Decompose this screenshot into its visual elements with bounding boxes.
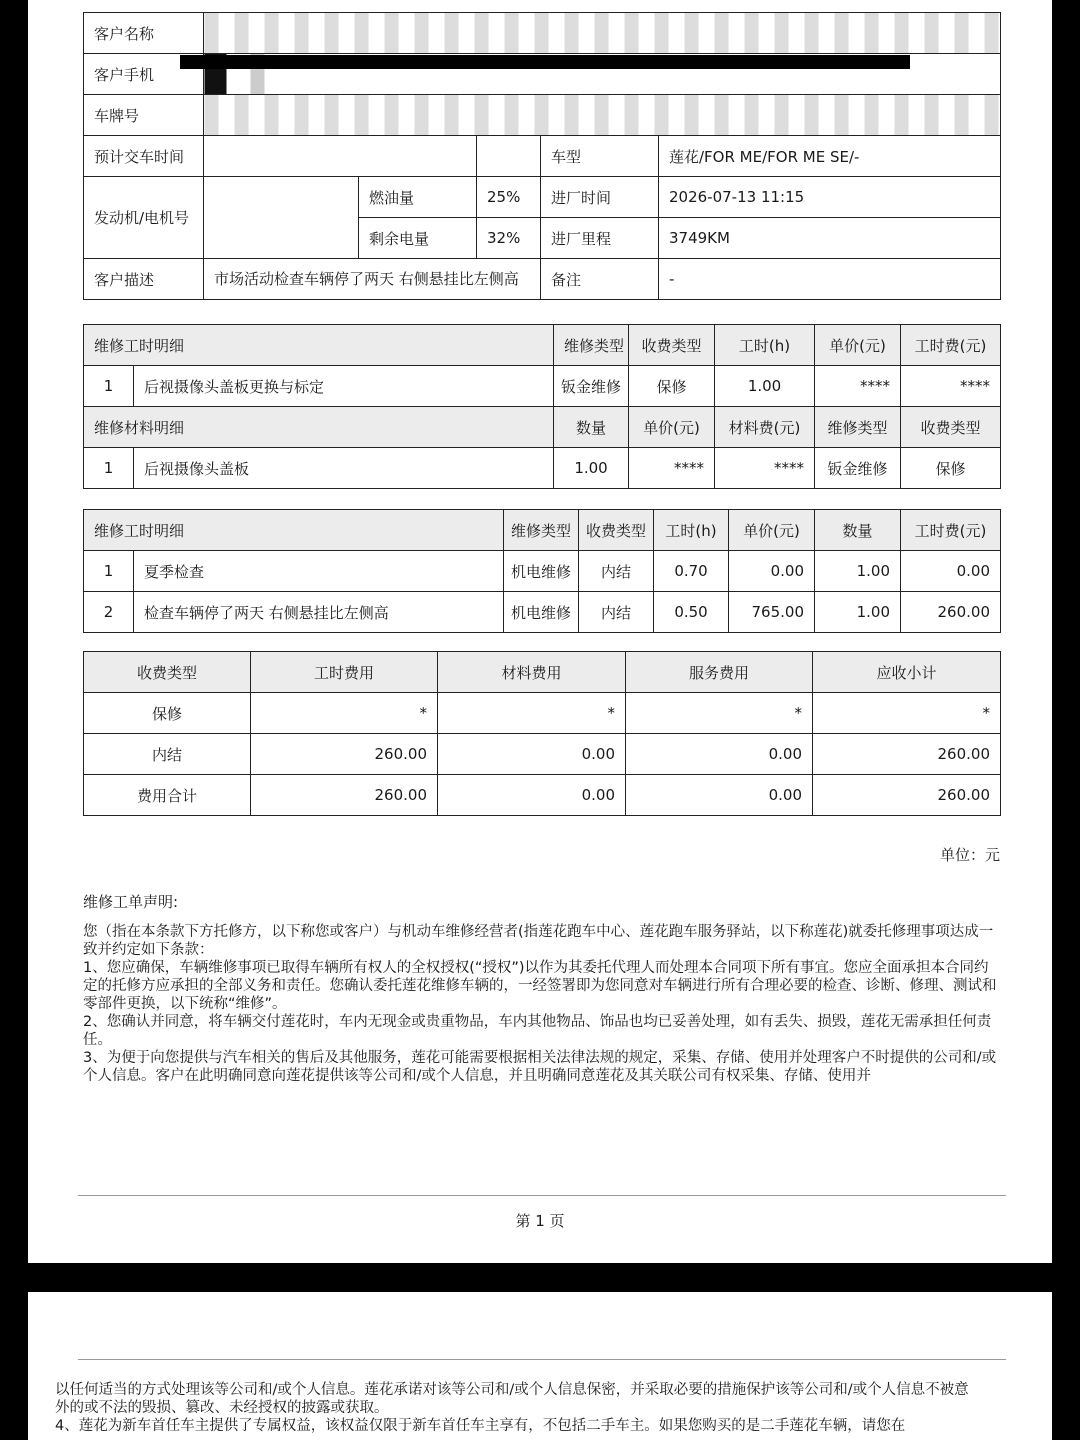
engine-value (204, 177, 359, 259)
table-cell: 保修 (84, 693, 251, 734)
desc-label: 客户描述 (84, 259, 204, 300)
table-cell: 1.00 (554, 448, 629, 489)
table-cell: 后视摄像头盖板更换与标定 (134, 366, 554, 407)
summary-header-material: 材料费用 (438, 652, 626, 693)
table-cell: 内结 (579, 551, 654, 592)
declaration-paragraph: 1、您应确保，车辆维修事项已取得车辆所有权人的全权授权(“授权”)以作为其委托代理人而处理本合同项下所有事宜。您应全面承担本合同约定的托修方应承担的全部义务和责任。您确认委托莲花维修车辆的，一经签署即为您同意对车辆进行所有合理必要的检查、诊断、修理、测试和零部件更换，以下统称“维修”。 (83, 960, 997, 1012)
unit-note: 单位：元 (939, 846, 1000, 864)
summary-header-labor: 工时费用 (251, 652, 438, 693)
table-cell: 钣金维修 (815, 448, 901, 489)
table-cell: 260.00 (901, 592, 1001, 633)
table-cell: 检查车辆停了两天 右侧悬挂比左侧高 (134, 592, 504, 633)
page-number: 第 1 页 (515, 1212, 565, 1230)
battery-value: 32% (477, 218, 541, 259)
table-row (84, 775, 1001, 816)
table-cell: 保修 (901, 448, 1001, 489)
table-cell: 1.00 (815, 551, 901, 592)
table-cell: 0.00 (729, 551, 815, 592)
material-header-charge-type: 收费类型 (901, 407, 1001, 448)
footer-divider (78, 1195, 1006, 1196)
labor-header-repair-type: 维修类型 (554, 325, 629, 366)
material-header-qty: 数量 (554, 407, 629, 448)
table-cell: 260.00 (251, 775, 438, 816)
labor-table-2 (83, 509, 1001, 633)
page2-body (55, 1381, 970, 1435)
labor-material-table (83, 324, 1001, 489)
material-header-repair-type: 维修类型 (815, 407, 901, 448)
table-cell: **** (815, 366, 901, 407)
labor2-header-fee: 工时费(元) (901, 510, 1001, 551)
table-cell: 0.70 (654, 551, 729, 592)
desc-value: 市场活动检查车辆停了两天 右侧悬挂比左侧高 (204, 259, 541, 300)
labor2-header-charge-type: 收费类型 (579, 510, 654, 551)
battery-label: 剩余电量 (359, 218, 477, 259)
table-cell: 765.00 (729, 592, 815, 633)
table-cell: 内结 (579, 592, 654, 633)
entry-time-value: 2026-07-13 11:15 (659, 177, 1001, 218)
document-page-1 (28, 0, 1052, 1263)
summary-header-charge-type: 收费类型 (84, 652, 251, 693)
fuel-label: 燃油量 (359, 177, 477, 218)
labor-header-fee: 工时费(元) (901, 325, 1001, 366)
table-cell: **** (901, 366, 1001, 407)
table-cell: **** (629, 448, 715, 489)
table-row (84, 693, 1001, 734)
customer-name-redacted (204, 13, 1001, 54)
table-cell: 260.00 (813, 775, 1001, 816)
labor-header-title: 维修工时明细 (84, 325, 554, 366)
fuel-value: 25% (477, 177, 541, 218)
labor2-header-title: 维修工时明细 (84, 510, 504, 551)
table-cell: 1.00 (715, 366, 815, 407)
table-row (84, 734, 1001, 775)
page2-paragraph: 4、莲花为新车首任车主提供了专属权益，该权益仅限于新车首任车主享有，不包括二手车主。如果您购买的是二手莲花车辆，请您在 (55, 1418, 906, 1434)
page2-paragraph: 以任何适当的方式处理该等公司和/或个人信息。莲花承诺对该等公司和/或个人信息保密，并采取必要的措施保护该等公司和/或个人信息不被意外的或不法的毁损、篡改、未经授权的披露或获取。 (55, 1382, 969, 1416)
redaction-bar (180, 55, 910, 69)
material-header-fee: 材料费(元) (715, 407, 815, 448)
customer-name-label: 客户名称 (84, 13, 204, 54)
customer-phone-label: 客户手机 (84, 54, 204, 95)
model-label: 车型 (541, 136, 659, 177)
table-cell: 夏季检查 (134, 551, 504, 592)
delivery-time-label: 预计交车时间 (84, 136, 204, 177)
fee-summary-table (83, 651, 1001, 816)
summary-header-service: 服务费用 (626, 652, 813, 693)
declaration-paragraph: 您（指在本条款下方托修方，以下称您或客户）与机动车维修经营者(指莲花跑车中心、莲花跑车服务驿站，以下称莲花)就委托修理事项达成一致并约定如下条款： (83, 924, 994, 958)
entry-time-label: 进厂时间 (541, 177, 659, 218)
declaration-body (83, 923, 998, 1085)
material-header-title: 维修材料明细 (84, 407, 554, 448)
delivery-time-value (204, 136, 477, 177)
entry-mileage-value: 3749KM (659, 218, 1001, 259)
table-cell: 260.00 (813, 734, 1001, 775)
model-value: 莲花/FOR ME/FOR ME SE/- (659, 136, 1001, 177)
table-cell: 机电维修 (504, 592, 579, 633)
header-divider (78, 1359, 1006, 1360)
table-cell: 0.00 (438, 734, 626, 775)
table-cell: 0.00 (438, 775, 626, 816)
table-cell: 0.00 (626, 734, 813, 775)
table-cell: * (813, 693, 1001, 734)
table-cell: 1 (84, 551, 134, 592)
plate-label: 车牌号 (84, 95, 204, 136)
labor2-header-hours: 工时(h) (654, 510, 729, 551)
table-cell: 费用合计 (84, 775, 251, 816)
table-cell: 260.00 (251, 734, 438, 775)
table-cell: 保修 (629, 366, 715, 407)
engine-label: 发动机/电机号 (84, 177, 204, 259)
table-cell: * (251, 693, 438, 734)
table-cell: 0.00 (901, 551, 1001, 592)
entry-mileage-label: 进厂里程 (541, 218, 659, 259)
table-row (84, 551, 1001, 592)
table-cell: * (438, 693, 626, 734)
table-cell: 0.50 (654, 592, 729, 633)
table-cell: 机电维修 (504, 551, 579, 592)
labor-header-charge-type: 收费类型 (629, 325, 715, 366)
table-cell: 0.00 (626, 775, 813, 816)
material-header-unit-price: 单价(元) (629, 407, 715, 448)
labor2-header-repair-type: 维修类型 (504, 510, 579, 551)
remark-label: 备注 (541, 259, 659, 300)
summary-header-subtotal: 应收小计 (813, 652, 1001, 693)
table-cell: 后视摄像头盖板 (134, 448, 554, 489)
table-cell: 钣金维修 (554, 366, 629, 407)
table-row (84, 592, 1001, 633)
labor-header-hours: 工时(h) (715, 325, 815, 366)
table-cell: **** (715, 448, 815, 489)
table-cell: 内结 (84, 734, 251, 775)
table-cell: 1 (84, 366, 134, 407)
remark-value: - (659, 259, 1001, 300)
declaration-title: 维修工单声明: (83, 893, 179, 911)
table-cell: * (626, 693, 813, 734)
table-cell: 2 (84, 592, 134, 633)
table-cell: 1 (84, 448, 134, 489)
declaration-paragraph: 3、为便于向您提供与汽车相关的售后及其他服务，莲花可能需要根据相关法律法规的规定，采集、存储、使用并处理客户不时提供的公司和/或个人信息。客户在此明确同意向莲花提供该等公司和/或个人信息，并且明确同意莲花及其关联公司有权采集、存储、使用并 (83, 1050, 997, 1084)
labor-header-unit-price: 单价(元) (815, 325, 901, 366)
declaration-paragraph: 2、您确认并同意，将车辆交付莲花时，车内无现金或贵重物品，车内其他物品、饰品也均已妥善处理，如有丢失、损毁，莲花无需承担任何责任。 (83, 1014, 992, 1048)
table-cell: 1.00 (815, 592, 901, 633)
labor2-header-unit-price: 单价(元) (729, 510, 815, 551)
plate-redacted (204, 95, 1001, 136)
labor2-header-qty: 数量 (815, 510, 901, 551)
